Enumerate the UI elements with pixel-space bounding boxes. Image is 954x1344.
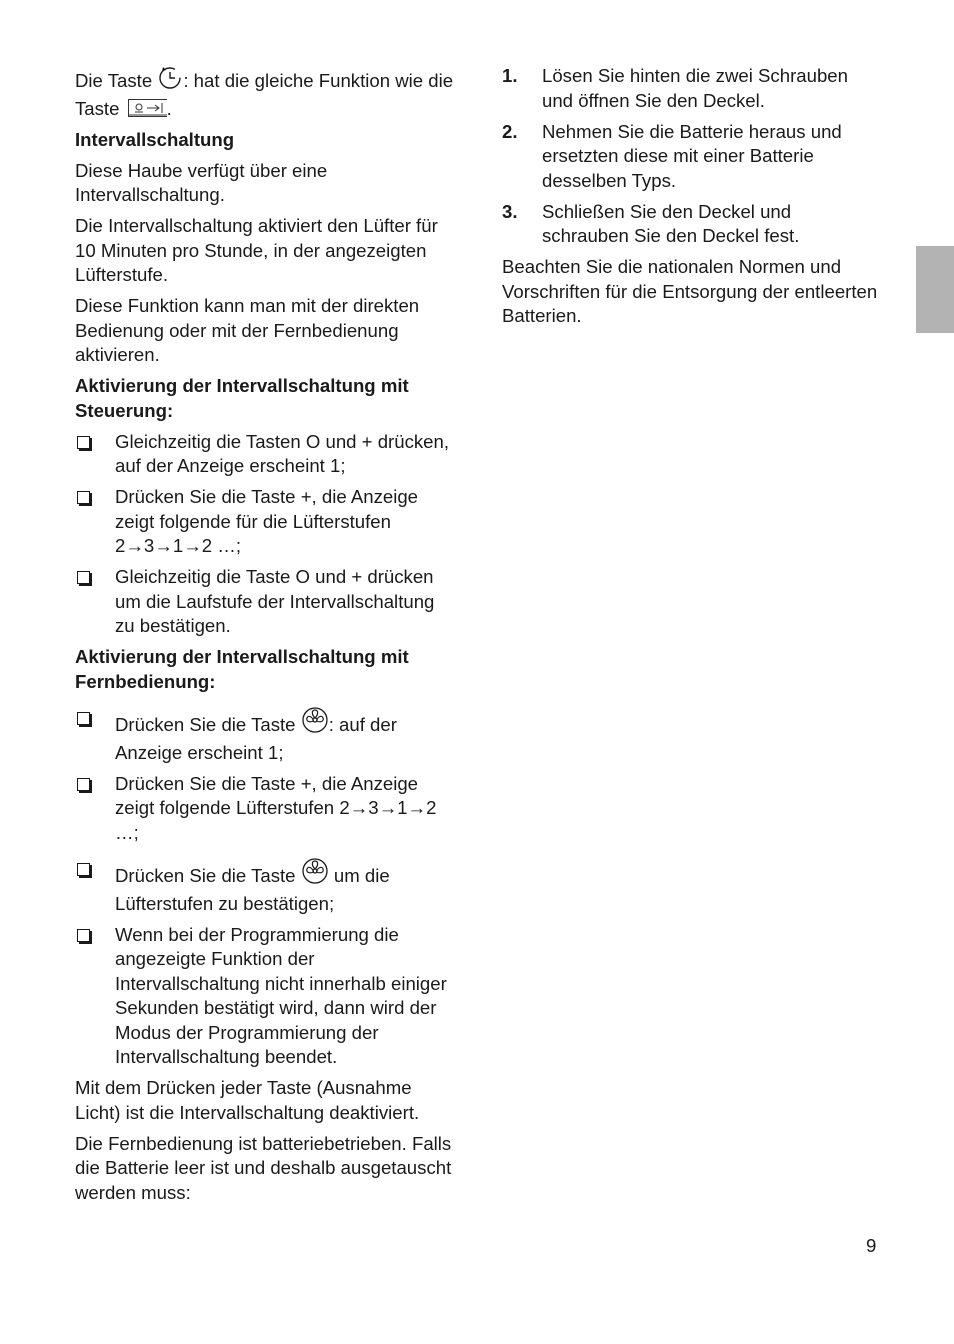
checkbox-bullet-icon [77, 491, 90, 504]
paragraph-1: Diese Haube verfügt über eine Intervallschaltung. [75, 159, 328, 205]
step-number: 1. [502, 65, 518, 86]
step-number: 3. [502, 200, 518, 222]
disposal-paragraph: Beachten Sie die nationalen Normen und Vorschriften für die Entsorgung der entleerten Batterien. [502, 256, 878, 326]
list-item-text-b: : auf der Anzeige erscheint 1; [115, 714, 397, 763]
list-item-text: Gleichzeitig die Tasten O und + drücken, auf der Anzeige erscheint 1; [115, 430, 450, 476]
list-item-text-a: Drücken Sie die Taste [115, 865, 301, 886]
list-item [75, 485, 455, 559]
paragraph-4: Mit dem Drücken jeder Taste (Ausnahme Licht) ist die Intervallschaltung deaktiviert. [75, 1077, 420, 1123]
checkbox-bullet-icon [77, 929, 90, 942]
numbered-step [502, 200, 882, 249]
step-text: Lösen Sie hinten die zwei Schrauben und öffnen Sie den Deckel. [542, 65, 848, 111]
paragraph-5: Die Fernbedienung ist batteriebetrieben. Falls die Batterie leer ist und deshalb ausgetauscht werden muss: [75, 1132, 452, 1203]
numbered-step [502, 120, 882, 194]
list-item-text-b: um die Lüfterstufen zu bestätigen; [115, 865, 390, 914]
fan-delay-key-icon [128, 99, 167, 117]
list-item [75, 923, 455, 1070]
checkbox-bullet-icon [77, 571, 90, 584]
left-column [75, 64, 455, 1212]
intro-text-a: Die Taste [75, 70, 158, 91]
list-item-text: Drücken Sie die Taste +, die Anzeige zeigt folgende Lüfterstufen 2→3→1→2 …; [115, 772, 437, 843]
checkbox-bullet-icon [77, 778, 90, 791]
timer-icon [157, 64, 183, 97]
heading-steuerung: Aktivierung der Intervallschaltung mit Steuerung: [75, 375, 409, 421]
checkbox-bullet-icon [77, 436, 90, 449]
fan-icon [301, 857, 329, 892]
heading-fernbedienung: Aktivierung der Intervallschaltung mit Fernbedienung: [75, 646, 409, 692]
intro-paragraph [75, 64, 455, 121]
list-item [75, 772, 455, 846]
fan-icon [301, 706, 329, 741]
intro-text-c: . [166, 97, 172, 119]
paragraph-3: Diese Funktion kann man mit der direkten Bedienung oder mit der Fernbedienung aktivieren. [75, 295, 420, 365]
paragraph-2: Die Intervallschaltung aktiviert den Lüfter für 10 Minuten pro Stunde, in der angezeigten Lüfterstufe. [75, 215, 438, 285]
intro-text-b: : hat die gleiche Funktion wie die Taste [75, 70, 454, 119]
page-number: 9 [866, 1235, 877, 1256]
list-item-text-a: Drücken Sie die Taste [115, 714, 301, 735]
checkbox-bullet-icon [77, 712, 90, 725]
list-item-text: Gleichzeitig die Taste O und + drücken um die Laufstufe der Intervallschaltung zu bestätigen. [115, 566, 435, 636]
step-text: Nehmen Sie die Batterie heraus und ersetzten diese mit einer Batterie desselben Typs. [542, 120, 842, 191]
list-item [75, 857, 455, 916]
list-item [75, 706, 455, 765]
checkbox-bullet-icon [77, 863, 90, 876]
right-column [502, 64, 882, 335]
list-item [75, 430, 455, 479]
step-number: 2. [502, 120, 518, 142]
section-tab-marker [916, 246, 954, 333]
heading-intervallschaltung: Intervallschaltung [75, 128, 235, 150]
numbered-step [502, 64, 882, 113]
list-item [75, 565, 455, 639]
step-text: Schließen Sie den Deckel und schrauben Sie den Deckel fest. [542, 200, 800, 246]
list-item-text: Wenn bei der Programmierung die angezeigte Funktion der Intervallschaltung nicht innerhalb einiger Sekunden bestätigt wird, dann wird der Modus der Programmierung der Intervallschaltung beendet. [115, 923, 447, 1067]
list-item-text: Drücken Sie die Taste +, die Anzeige zeigt folgende für die Lüfterstufen 2→3→1→2 …; [115, 486, 419, 556]
